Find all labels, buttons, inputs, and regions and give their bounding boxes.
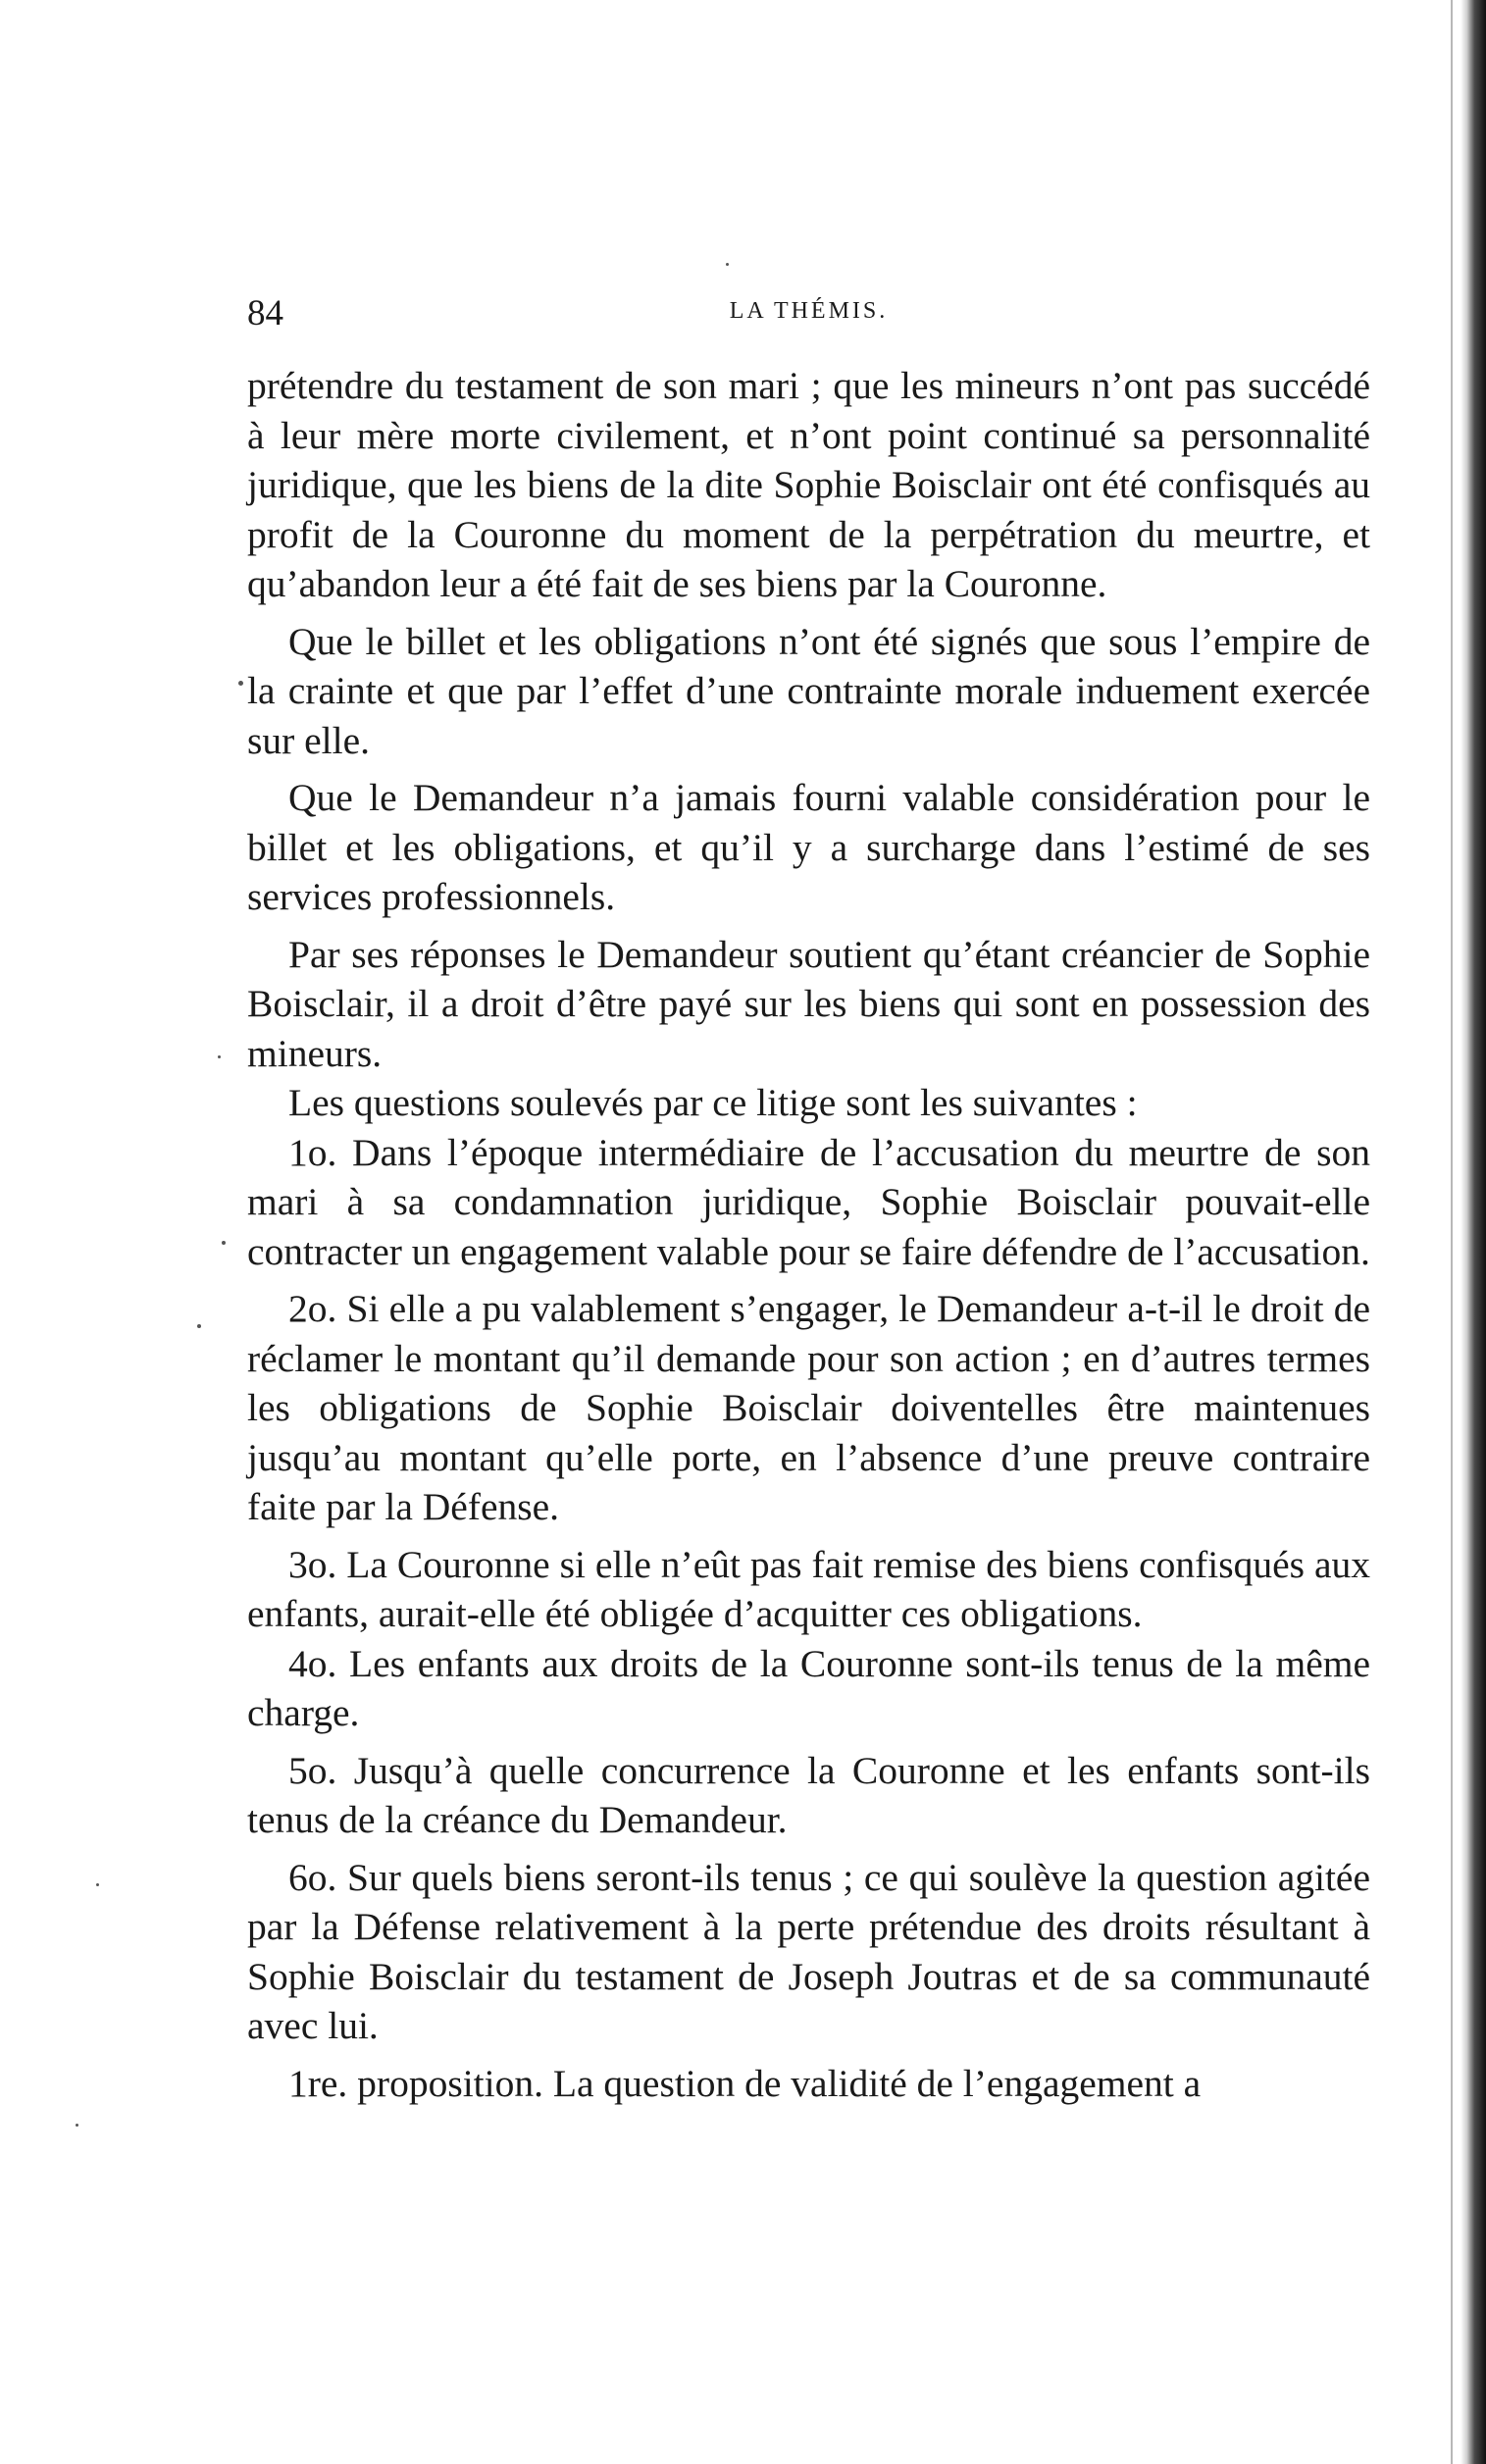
paragraph-3: Que le Demandeur n’a jamais fourni valable considération pour le billet et les obligations, et qu’il y a surcharge dans l’estimé de ses services professionnels.	[247, 776, 1370, 918]
paper-speck	[238, 681, 243, 686]
book-spine-shadow	[1460, 0, 1486, 2464]
proposition-1: 1re. proposition. La question de validité de l’engagement a	[288, 2061, 1202, 2105]
question-5: 5o. Jusqu’à quelle concurrence la Couronne et les enfants sont-ils tenus de la créance du Demandeur.	[247, 1748, 1370, 1841]
paper-speck	[76, 2124, 78, 2127]
paper-speck	[218, 1055, 221, 1058]
question-4: 4o. Les enfants aux droits de la Couronne sont-ils tenus de la même charge.	[247, 1641, 1370, 1734]
page-number: 84	[247, 293, 283, 334]
paragraph-2: Que le billet et les obligations n’ont été signés que sous l’empire de la crainte et que par l’effet d’une contrainte morale induement exercée sur elle.	[247, 619, 1370, 762]
running-title: LA THÉMIS.	[729, 298, 889, 324]
paper-speck	[96, 1883, 99, 1886]
body-text	[247, 361, 1370, 2108]
paragraph-5: Les questions soulevés par ce litige sont les suivantes :	[288, 1081, 1138, 1124]
question-1: 1o. Dans l’époque intermédiaire de l’accusation du meurtre de son mari à sa condamnation juridique, Sophie Boisclair pouvait-elle contracter un engagement valable pour se faire défendre de l’accusation.	[247, 1130, 1370, 1273]
question-2: 2o. Si elle a pu valablement s’engager, le Demandeur a-t-il le droit de réclamer le montant qu’il demande pour son action ; en d’autres termes les obligations de Sophie Boisclair doiventelles être maintenues jusqu’au montant qu’elle porte, en l’absence d’une preuve contraire faite par la Défense.	[247, 1287, 1370, 1528]
question-3: 3o. La Couronne si elle n’eût pas fait remise des biens confisqués aux enfants, aurait-elle été obligée d’acquitter ces obligations.	[247, 1542, 1370, 1635]
paper-speck	[197, 1324, 201, 1328]
page-header	[247, 284, 1370, 334]
question-6: 6o. Sur quels biens seront-ils tenus ; ce qui soulève la question agitée par la Défense relativement à la perte prétendue des droits résultant à Sophie Boisclair du testament de Joseph Joutras et de sa communauté avec lui.	[247, 1855, 1370, 2047]
page-edge-line	[1451, 0, 1453, 2464]
paragraph-1: prétendre du testament de son mari ; que les mineurs n’ont pas succédé à leur mère morte civilement, et n’ont point continué sa personnalité juridique, que les biens de la dite Sophie Boisclair ont été confisqués au profit de la Couronne du moment de la perpétration du meurtre, et qu’abandon leur a été fait de ses biens par la Couronne.	[247, 364, 1370, 605]
paper-speck	[222, 1241, 226, 1245]
paper-speck	[726, 263, 729, 266]
paragraph-4: Par ses réponses le Demandeur soutient qu’étant créancier de Sophie Boisclair, il a droit d’être payé sur les biens qui sont en possession des mineurs.	[247, 932, 1370, 1075]
